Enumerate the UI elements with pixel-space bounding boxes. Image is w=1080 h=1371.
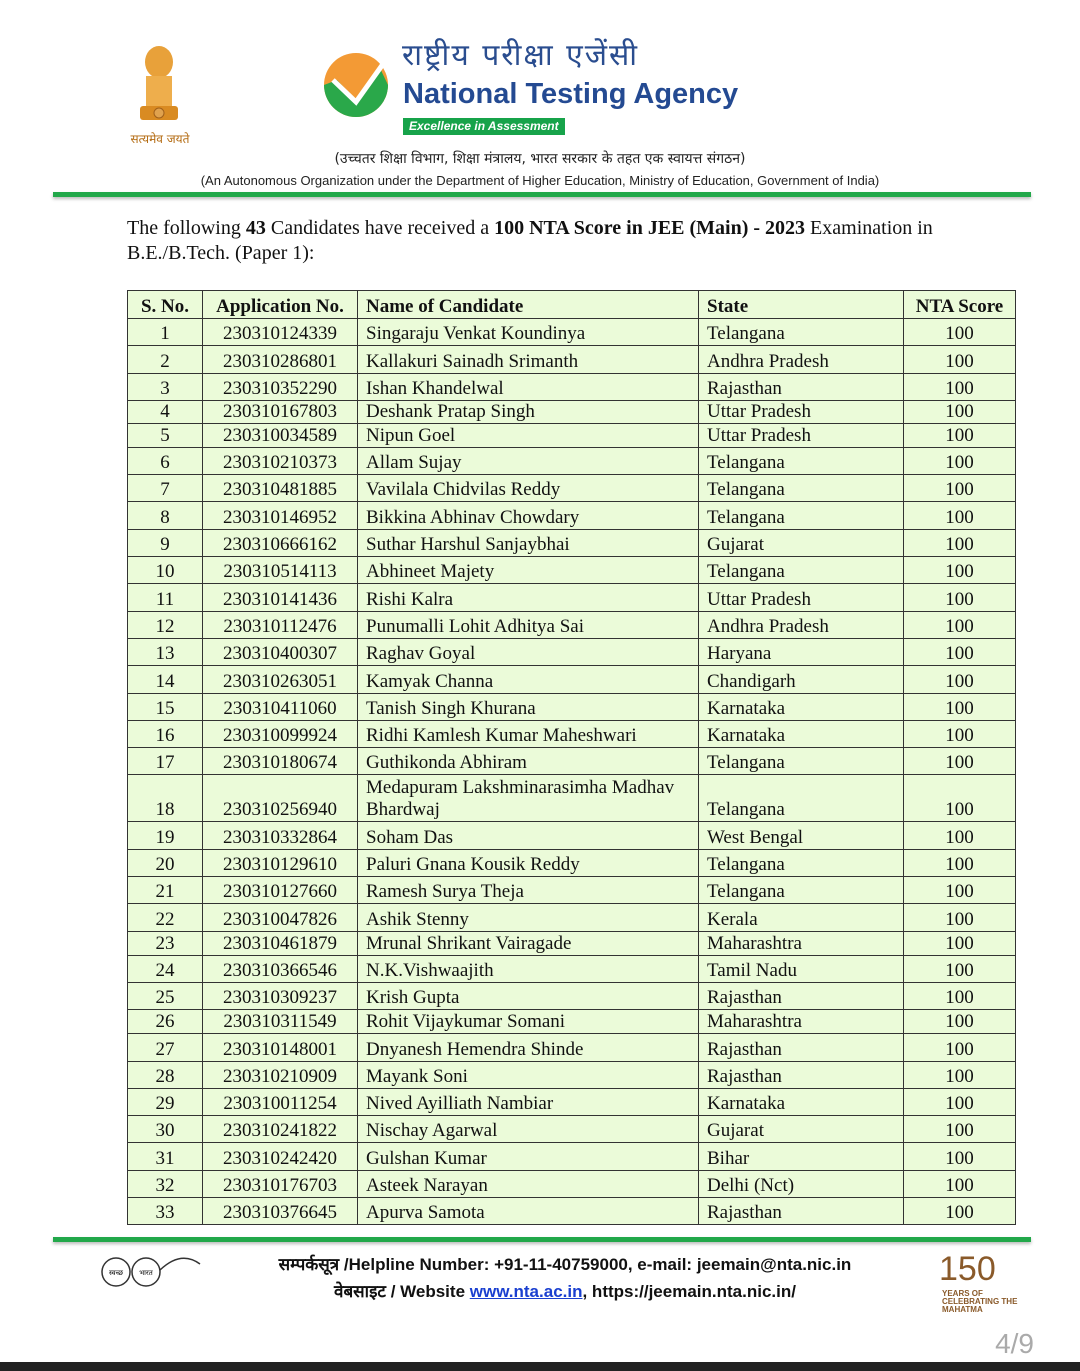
application-number: 230310256940 [203, 775, 358, 822]
application-number: 230310146952 [203, 502, 358, 529]
table-row [128, 1088, 1016, 1115]
candidate-name: Medapuram Lakshminarasimha Madhav Bhardwaj [358, 775, 699, 822]
candidate-name: N.K.Vishwaajith [358, 955, 699, 982]
application-number: 230310141436 [203, 584, 358, 611]
state: Karnataka [699, 1088, 904, 1115]
application-number: 230310241822 [203, 1116, 358, 1143]
table-row [128, 447, 1016, 474]
candidate-name: Mayank Soni [358, 1061, 699, 1088]
nta-score: 100 [904, 720, 1016, 747]
nta-score: 100 [904, 955, 1016, 982]
candidate-name: Rohit Vijaykumar Somani [358, 1010, 699, 1034]
nta-score: 100 [904, 1010, 1016, 1034]
application-number: 230310666162 [203, 529, 358, 556]
table-row [128, 346, 1016, 373]
candidate-name: Suthar Harshul Sanjaybhai [358, 529, 699, 556]
table-row [128, 611, 1016, 638]
table-row [128, 319, 1016, 346]
state: Telangana [699, 748, 904, 775]
jeemain-website: , https://jeemain.nta.nic.in/ [582, 1282, 796, 1301]
candidate-name: Apurva Samota [358, 1198, 699, 1225]
table-row [128, 584, 1016, 611]
nta-score: 100 [904, 1116, 1016, 1143]
viewer-bottom-bar [0, 1362, 1080, 1371]
state: Delhi (Nct) [699, 1170, 904, 1197]
serial-number: 31 [128, 1143, 203, 1170]
swachh-bharat-glasses-icon [96, 1252, 201, 1302]
state: Bihar [699, 1143, 904, 1170]
serial-number: 19 [128, 822, 203, 849]
intro-text: Examination in B.E./B.Tech. (Paper 1): [127, 217, 933, 264]
candidate-name: Raghav Goyal [358, 638, 699, 665]
column-header: NTA Score [904, 291, 1016, 319]
table-row [128, 502, 1016, 529]
state: Maharashtra [699, 1010, 904, 1034]
serial-number: 13 [128, 638, 203, 665]
nta-score: 100 [904, 748, 1016, 775]
candidate-name: Nischay Agarwal [358, 1116, 699, 1143]
application-number: 230310099924 [203, 720, 358, 747]
serial-number: 4 [128, 400, 203, 423]
serial-number: 21 [128, 877, 203, 904]
state: Karnataka [699, 693, 904, 720]
state: West Bengal [699, 822, 904, 849]
mahatma-caption: YEARS OF CELEBRATING THE MAHATMA [942, 1289, 1018, 1314]
serial-number: 20 [128, 849, 203, 876]
serial-number: 32 [128, 1170, 203, 1197]
table-row [128, 748, 1016, 775]
table-row [128, 400, 1016, 423]
nta-score: 100 [904, 584, 1016, 611]
state: Chandigarh [699, 666, 904, 693]
header-divider [53, 192, 1031, 197]
application-number: 230310332864 [203, 822, 358, 849]
serial-number: 29 [128, 1088, 203, 1115]
state: Rajasthan [699, 1198, 904, 1225]
state: Telangana [699, 775, 904, 822]
emblem-motto: सत्यमेव जयते [130, 132, 190, 146]
table-row [128, 775, 1016, 822]
serial-number: 14 [128, 666, 203, 693]
state: Kerala [699, 904, 904, 931]
state: Uttar Pradesh [699, 423, 904, 447]
state: Haryana [699, 638, 904, 665]
serial-number: 26 [128, 1010, 203, 1034]
state: Maharashtra [699, 931, 904, 955]
serial-number: 11 [128, 584, 203, 611]
nta-score: 100 [904, 529, 1016, 556]
state: Rajasthan [699, 373, 904, 400]
serial-number: 18 [128, 775, 203, 822]
candidate-name: Ashik Stenny [358, 904, 699, 931]
candidate-name: Ishan Khandelwal [358, 373, 699, 400]
candidate-name: Ridhi Kamlesh Kumar Maheshwari [358, 720, 699, 747]
page-number: 4/9 [995, 1328, 1034, 1359]
candidate-name: Mrunal Shrikant Vairagade [358, 931, 699, 955]
serial-number: 24 [128, 955, 203, 982]
serial-number: 15 [128, 693, 203, 720]
serial-number: 30 [128, 1116, 203, 1143]
nta-score: 100 [904, 346, 1016, 373]
table-row [128, 529, 1016, 556]
nta-score: 100 [904, 693, 1016, 720]
application-number: 230310129610 [203, 849, 358, 876]
nta-score: 100 [904, 502, 1016, 529]
table-row [128, 373, 1016, 400]
serial-number: 1 [128, 319, 203, 346]
candidate-name: Rishi Kalra [358, 584, 699, 611]
candidate-name: Krish Gupta [358, 982, 699, 1009]
application-number: 230310124339 [203, 319, 358, 346]
candidate-name: Nived Ayilliath Nambiar [358, 1088, 699, 1115]
candidate-name: Singaraju Venkat Koundinya [358, 319, 699, 346]
table-row [128, 666, 1016, 693]
candidate-name: Gulshan Kumar [358, 1143, 699, 1170]
state: Rajasthan [699, 982, 904, 1009]
application-number: 230310210909 [203, 1061, 358, 1088]
serial-number: 5 [128, 423, 203, 447]
application-number: 230310352290 [203, 373, 358, 400]
state: Rajasthan [699, 1034, 904, 1061]
serial-number: 10 [128, 557, 203, 584]
nta-score: 100 [904, 1143, 1016, 1170]
candidate-name: Guthikonda Abhiram [358, 748, 699, 775]
table-row [128, 423, 1016, 447]
state: Karnataka [699, 720, 904, 747]
nta-score: 100 [904, 1034, 1016, 1061]
table-row [128, 1010, 1016, 1034]
agency-english-name: National Testing Agency [403, 78, 739, 110]
column-header: Name of Candidate [358, 291, 699, 319]
state: Andhra Pradesh [699, 611, 904, 638]
candidate-name: Soham Das [358, 822, 699, 849]
nta-score: 100 [904, 611, 1016, 638]
state: Gujarat [699, 529, 904, 556]
candidate-name: Vavilala Chidvilas Reddy [358, 475, 699, 502]
table-row [128, 1034, 1016, 1061]
nta-score: 100 [904, 1088, 1016, 1115]
table-row [128, 1170, 1016, 1197]
table-row [128, 1116, 1016, 1143]
table-row [128, 1198, 1016, 1225]
english-subtitle: (An Autonomous Organization under the Department of Higher Education, Ministry of Education, Government of India) [200, 173, 880, 188]
state: Rajasthan [699, 1061, 904, 1088]
candidate-name: Dnyanesh Hemendra Shinde [358, 1034, 699, 1061]
table-row [128, 822, 1016, 849]
nta-score: 100 [904, 822, 1016, 849]
nta-score: 100 [904, 638, 1016, 665]
nta-score: 100 [904, 877, 1016, 904]
nta-score: 100 [904, 982, 1016, 1009]
application-number: 230310176703 [203, 1170, 358, 1197]
agency-hindi-name: राष्ट्रीय परीक्षा एजेंसी [402, 38, 640, 73]
bharat-label: भारत [139, 1269, 153, 1277]
application-number: 230310167803 [203, 400, 358, 423]
application-number: 230310366546 [203, 955, 358, 982]
state: Telangana [699, 475, 904, 502]
application-number: 230310148001 [203, 1034, 358, 1061]
serial-number: 9 [128, 529, 203, 556]
footer-divider [53, 1237, 1031, 1242]
application-number: 230310263051 [203, 666, 358, 693]
swachh-label: स्वच्छ [108, 1269, 124, 1277]
application-number: 230310311549 [203, 1010, 358, 1034]
nta-score: 100 [904, 373, 1016, 400]
state: Telangana [699, 877, 904, 904]
application-number: 230310011254 [203, 1088, 358, 1115]
table-row [128, 638, 1016, 665]
state: Telangana [699, 447, 904, 474]
serial-number: 8 [128, 502, 203, 529]
candidate-name: Abhineet Majety [358, 557, 699, 584]
agency-tagline: Excellence in Assessment [403, 118, 565, 135]
candidate-name: Bikkina Abhinav Chowdary [358, 502, 699, 529]
score-exam: 100 NTA Score in JEE (Main) - 2023 [494, 217, 806, 239]
state: Telangana [699, 557, 904, 584]
intro-text: The following [127, 217, 246, 239]
candidate-name: Kallakuri Sainadh Srimanth [358, 346, 699, 373]
serial-number: 17 [128, 748, 203, 775]
nta-score: 100 [904, 849, 1016, 876]
table-row [128, 955, 1016, 982]
table-row [128, 931, 1016, 955]
nta-score: 100 [904, 475, 1016, 502]
application-number: 230310180674 [203, 748, 358, 775]
application-number: 230310461879 [203, 931, 358, 955]
application-number: 230310411060 [203, 693, 358, 720]
state: Telangana [699, 849, 904, 876]
state: Uttar Pradesh [699, 584, 904, 611]
candidate-name: Ramesh Surya Theja [358, 877, 699, 904]
nta-score: 100 [904, 319, 1016, 346]
serial-number: 3 [128, 373, 203, 400]
table-header-row [128, 291, 1016, 319]
table-row [128, 720, 1016, 747]
table-row [128, 849, 1016, 876]
toppers-table [127, 290, 1016, 1225]
table-row [128, 693, 1016, 720]
candidate-name: Nipun Goel [358, 423, 699, 447]
application-number: 230310309237 [203, 982, 358, 1009]
nta-score: 100 [904, 666, 1016, 693]
state: Telangana [699, 319, 904, 346]
hindi-subtitle: (उच्चतर शिक्षा विभाग, शिक्षा मंत्रालय, भारत सरकार के तहत एक स्वायत्त संगठन) [334, 151, 746, 167]
candidate-name: Paluri Gnana Kousik Reddy [358, 849, 699, 876]
national-emblem-icon [128, 42, 190, 128]
serial-number: 23 [128, 931, 203, 955]
state: Uttar Pradesh [699, 400, 904, 423]
nta-score: 100 [904, 447, 1016, 474]
serial-number: 28 [128, 1061, 203, 1088]
application-number: 230310481885 [203, 475, 358, 502]
application-number: 230310112476 [203, 611, 358, 638]
nta-score: 100 [904, 400, 1016, 423]
table-row [128, 877, 1016, 904]
nta-score: 100 [904, 1061, 1016, 1088]
serial-number: 25 [128, 982, 203, 1009]
table-row [128, 982, 1016, 1009]
application-number: 230310047826 [203, 904, 358, 931]
table-row [128, 904, 1016, 931]
state: Tamil Nadu [699, 955, 904, 982]
serial-number: 7 [128, 475, 203, 502]
website-line [215, 1281, 915, 1302]
nta-score: 100 [904, 557, 1016, 584]
application-number: 230310210373 [203, 447, 358, 474]
column-header: State [699, 291, 904, 319]
application-number: 230310376645 [203, 1198, 358, 1225]
serial-number: 12 [128, 611, 203, 638]
serial-number: 22 [128, 904, 203, 931]
candidate-name: Deshank Pratap Singh [358, 400, 699, 423]
serial-number: 33 [128, 1198, 203, 1225]
state: Gujarat [699, 1116, 904, 1143]
application-number: 230310034589 [203, 423, 358, 447]
intro-paragraph [127, 216, 1007, 266]
application-number: 230310127660 [203, 877, 358, 904]
state: Telangana [699, 502, 904, 529]
helpline-text: सम्पर्कसूत्र /Helpline Number: +91-11-40759000, e-mail: jeemain@nta.nic.in [278, 1255, 852, 1274]
nta-score: 100 [904, 423, 1016, 447]
table-row [128, 1143, 1016, 1170]
table-row [128, 1061, 1016, 1088]
candidate-name: Punumalli Lohit Adhitya Sai [358, 611, 699, 638]
column-header: S. No. [128, 291, 203, 319]
application-number: 230310242420 [203, 1143, 358, 1170]
table-row [128, 475, 1016, 502]
candidate-count: 43 [245, 217, 266, 239]
application-number: 230310514113 [203, 557, 358, 584]
column-header: Application No. [203, 291, 358, 319]
intro-text: Candidates have received a [265, 217, 495, 239]
nta-score: 100 [904, 1170, 1016, 1197]
website-label: वेबसाइट / Website [334, 1282, 470, 1301]
state: Andhra Pradesh [699, 346, 904, 373]
application-number: 230310286801 [203, 346, 358, 373]
nta-checkmark-logo-icon [323, 52, 389, 118]
mahatma-number: 150 [939, 1250, 996, 1288]
nta-website-link[interactable]: www.nta.ac.in [469, 1282, 583, 1301]
nta-score: 100 [904, 904, 1016, 931]
nta-score: 100 [904, 931, 1016, 955]
candidate-name: Tanish Singh Khurana [358, 693, 699, 720]
candidate-name: Asteek Narayan [358, 1170, 699, 1197]
serial-number: 16 [128, 720, 203, 747]
candidate-name: Allam Sujay [358, 447, 699, 474]
application-number: 230310400307 [203, 638, 358, 665]
serial-number: 2 [128, 346, 203, 373]
serial-number: 27 [128, 1034, 203, 1061]
candidate-name: Kamyak Channa [358, 666, 699, 693]
nta-score: 100 [904, 775, 1016, 822]
serial-number: 6 [128, 447, 203, 474]
gandhi-150-logo-icon [925, 1244, 1025, 1288]
nta-score: 100 [904, 1198, 1016, 1225]
table-row [128, 557, 1016, 584]
